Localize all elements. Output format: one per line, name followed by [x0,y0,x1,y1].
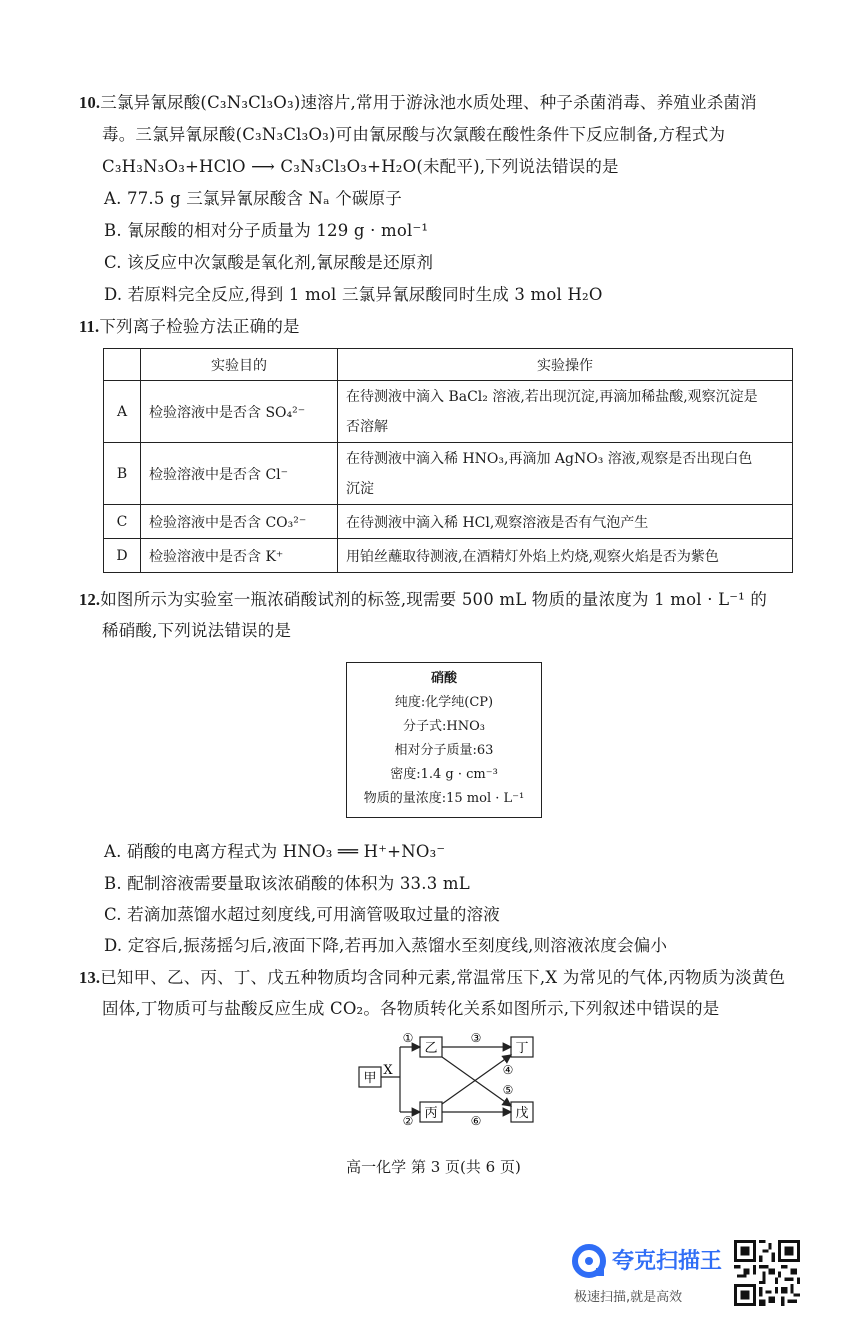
label-yi: 乙 [424,1041,438,1056]
row-key: A [104,381,141,443]
row-operation [338,381,793,443]
reagent-label [346,662,542,818]
row-operation-line-2: 否溶解 [346,418,388,435]
q11-table [103,348,793,573]
q12-text-1: 如图所示为实验室一瓶浓硝酸试剂的标签,现需要 500 mL 物质的量浓度为 1 mol · L⁻¹ 的 [100,590,768,609]
label-step-5: ⑤ [502,1083,514,1097]
q10-option-c: C. 该反应中次氯酸是氧化剂,氰尿酸是还原剂 [104,253,434,272]
label-step-2: ② [402,1114,414,1128]
table-header-row [104,349,793,381]
row-operation [338,443,793,505]
page-footer: 高一化学 第 3 页(共 6 页) [346,1158,521,1176]
q10-text-1: 三氯异氰尿酸(C₃N₃Cl₃O₃)速溶片,常用于游泳池水质处理、种子杀菌消毒、养殖业杀菌消 [100,93,757,112]
row-purpose: 检验溶液中是否含 SO₄²⁻ [141,381,338,443]
table-row [104,539,793,573]
row-operation-line-1: 在待测液中滴入 BaCl₂ 溶液,若出现沉淀,再滴加稀盐酸,观察沉淀是 [346,388,758,405]
arrow-5 [442,1055,511,1104]
arrow-4 [442,1057,511,1106]
table-row [104,505,793,539]
row-purpose: 检验溶液中是否含 K⁺ [141,539,338,573]
reagent-label-density: 密度:1.4 g · cm⁻³ [390,767,498,782]
row-key: C [104,505,141,539]
row-operation-line-2: 沉淀 [346,480,374,497]
label-x: X [383,1063,393,1078]
table-header-purpose: 实验目的 [141,349,338,381]
q10-line-1 [79,92,757,114]
table-header-operation: 实验操作 [338,349,793,381]
scanner-tagline: 极速扫描,就是高效 [574,1290,683,1305]
scanner-watermark [572,1240,732,1310]
q10-option-a: A. 77.5 g 三氯异氰尿酸含 Nₐ 个碳原子 [104,189,402,208]
q12-number: 12. [79,590,101,609]
label-wu: 戊 [515,1106,529,1121]
q11-number: 11. [79,317,100,336]
qr-code-icon [733,1240,801,1306]
row-operation: 用铂丝蘸取待测液,在酒精灯外焰上灼烧,观察火焰是否为紫色 [338,539,793,573]
q11-stem-line [79,316,300,338]
row-purpose: 检验溶液中是否含 Cl⁻ [141,443,338,505]
q10-number: 10. [79,93,101,112]
reagent-label-purity: 纯度:化学纯(CP) [394,695,494,710]
label-ding: 丁 [515,1041,529,1056]
q12-option-c: C. 若滴加蒸馏水超过刻度线,可用滴管吸取过量的溶液 [104,905,500,924]
reagent-label-mw: 相对分子质量:63 [394,743,494,758]
scanner-logo-icon [572,1244,606,1278]
reagent-label-conc: 物质的量浓度:15 mol · L⁻¹ [363,791,525,806]
q12-option-b: B. 配制溶液需要量取该浓硝酸的体积为 33.3 mL [104,874,470,893]
label-bing: 丙 [424,1106,438,1121]
q11-stem: 下列离子检验方法正确的是 [99,317,300,336]
label-step-4: ④ [502,1063,514,1077]
q10-line-3: C₃H₃N₃O₃+HClO ⟶ C₃N₃Cl₃O₃+H₂O(未配平),下列说法错误的是 [102,157,619,176]
q12-option-a: A. 硝酸的电离方程式为 HNO₃ ══ H⁺+NO₃⁻ [104,842,446,861]
q10-line-2: 毒。三氯异氰尿酸(C₃N₃Cl₃O₃)可由氰尿酸与次氯酸在酸性条件下反应制备,方程式为 [102,125,726,144]
reagent-label-title: 硝酸 [430,671,457,686]
row-operation-line-1: 在待测液中滴入稀 HNO₃,再滴加 AgNO₃ 溶液,观察是否出现白色 [346,450,753,467]
q12-line-2: 稀硝酸,下列说法错误的是 [102,621,292,640]
table-header-blank [104,349,141,381]
table-row [104,443,793,505]
label-jia: 甲 [363,1071,377,1086]
label-step-3: ③ [470,1031,482,1045]
conversion-diagram [350,1028,550,1130]
scanner-brand-name: 夸克扫描王 [612,1249,723,1274]
reagent-label-formula: 分子式:HNO₃ [403,719,485,734]
label-step-6: ⑥ [470,1114,482,1128]
q12-option-d: D. 定容后,振荡摇匀后,液面下降,若再加入蒸馏水至刻度线,则溶液浓度会偏小 [104,936,668,955]
q12-line-1 [79,589,767,611]
q13-number: 13. [79,968,101,987]
row-key: B [104,443,141,505]
row-purpose: 检验溶液中是否含 CO₃²⁻ [141,505,338,539]
row-operation: 在待测液中滴入稀 HCl,观察溶液是否有气泡产生 [338,505,793,539]
label-step-1: ① [402,1031,414,1045]
q13-line-2: 固体,丁物质可与盐酸反应生成 CO₂。各物质转化关系如图所示,下列叙述中错误的是 [102,999,720,1018]
q10-option-b: B. 氰尿酸的相对分子质量为 129 g · mol⁻¹ [104,221,429,240]
q13-line-1 [79,967,785,989]
row-key: D [104,539,141,573]
q13-text-1: 已知甲、乙、丙、丁、戊五种物质均含同种元素,常温常压下,X 为常见的气体,丙物质为淡黄色 [100,968,786,987]
q10-option-d: D. 若原料完全反应,得到 1 mol 三氯异氰尿酸同时生成 3 mol H₂O [104,285,603,304]
table-row [104,381,793,443]
